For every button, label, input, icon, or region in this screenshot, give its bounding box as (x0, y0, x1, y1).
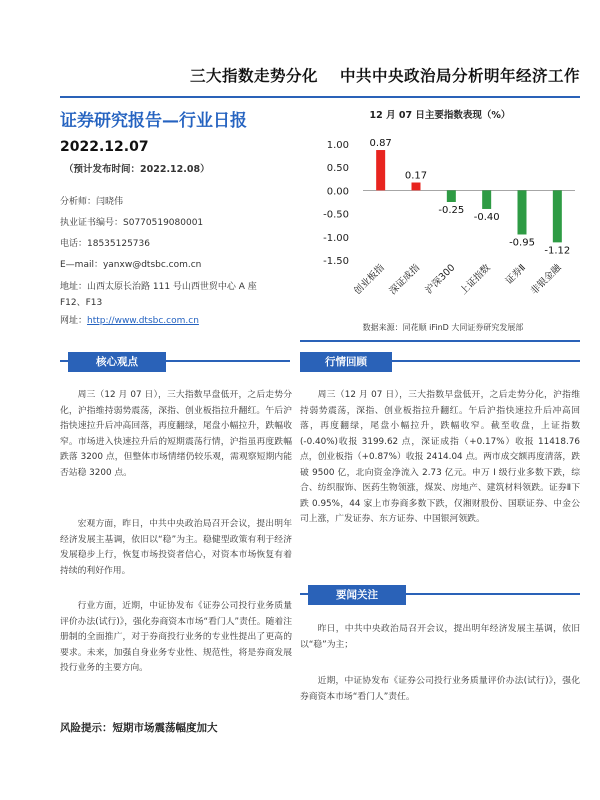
website-label: 网址： (60, 316, 88, 326)
news-header (300, 585, 580, 605)
core-view-paragraph-3: 行业方面，近期，中证协发布《证券公司投行业务质量评价办法(试行)》，强化券商资本市场“看门人”责任。随着注册制的全面推广，对于券商投行业务的专业性提出了更高的要求。未来，加强自身业务专业性、规范性，将是券商发展投行业务的主要方向。 (60, 601, 292, 673)
core-view-paragraph-2: 宏观方面，昨日，中共中央政治局召开会议，提出明年经济发展主基调，依旧以“稳”为主。稳健型政策有利于经济发展稳步上行，恢复市场投资者信心，对资本市场恢复有着持续的利好作用。 (60, 519, 292, 576)
chart-title: 12 月 07 日主要指数表现（%） (369, 110, 511, 121)
y-tick-label: -1.00 (323, 232, 349, 244)
y-tick-label: 0.50 (326, 163, 349, 175)
report-date: 2022.12.07 (60, 139, 149, 155)
website-row (60, 315, 199, 327)
headline-part2: 中共中央政治局分析明年经济工作 (339, 67, 580, 85)
chart-source: 数据来源：同花顺 iFinD 大同证券研究发展部 (362, 323, 524, 332)
news-paragraph-1: 昨日，中共中央政治局召开会议，提出明年经济发展主基调，依旧以“稳”为主； (300, 624, 580, 650)
bar (518, 190, 527, 234)
chart-separator (300, 340, 580, 342)
publish-time: （预计发布时间：2022.12.08） (64, 164, 210, 175)
analyst-address-line1: 地址：山西太原长治路 111 号山西世贸中心 A 座 (60, 282, 257, 292)
analyst-name: 分析师：闫晓伟 (60, 197, 124, 207)
data-label: -1.12 (544, 245, 571, 257)
data-label: -0.95 (509, 237, 535, 249)
analyst-address-line2: F12、F13 (60, 298, 103, 308)
x-tick-label: 证券Ⅱ (503, 262, 529, 287)
market-review-paragraph: 周三（12 月 07 日），三大指数早盘低开，之后走势分化，沪指维持弱势震荡，深指、创业板指拉升翻红。午后沪指快速拉升后冲高回落，再度翻绿，尾盘小幅拉升，跌幅收窄。截至收盘，上证指数(-0.40%)收报 3199.62 点，深证成指（+0.17%）收报 11418.76 点，创业板指（+0.87%）收报 2414.04 点。两市成交额再度清落，跌破 9500 亿，北向资金净流入 2.73 亿元。申万 I 级行业多数下跌，综合、纺织服饰、医药生物领涨，煤炭、房地产、建筑材料领跌。证券Ⅱ下跌 0.95%，44 家上市券商多数下跌，仅湘财股份、国联证券、中金公司上涨，广发证券、东方证券、中国银河领跌。 (300, 390, 580, 524)
data-label: 0.87 (369, 138, 392, 150)
bar (376, 150, 385, 190)
report-title: 证券研究报告—行业日报 (60, 111, 247, 131)
x-tick-label: 非银金融 (528, 262, 564, 298)
bar (482, 190, 491, 209)
news-title: 要闻关注 (308, 585, 406, 605)
core-view-header (60, 352, 290, 372)
analyst-cert: 执业证书编号：S0770519080001 (60, 218, 204, 228)
header-rule (60, 96, 580, 98)
market-review-header (300, 352, 580, 372)
market-review-title: 行情回顾 (300, 352, 392, 372)
x-tick-label: 创业板指 (352, 262, 387, 298)
report-headline (80, 64, 580, 90)
data-label: -0.40 (473, 211, 500, 223)
data-label: -0.25 (438, 205, 465, 216)
x-tick-label: 沪深300 (423, 262, 458, 297)
core-view-paragraph-1: 周三（12 月 07 日），三大指数早盘低开，之后走势分化，沪指维持弱势震荡，深指、创业板指拉升翻红。午后沪指快速拉升后冲高回落，再度翻绿，尾盘小幅拉升，跌幅收窄。市场进入快速拉升后的短期震荡行情，沪指虽再度跌幅跌落 3200 点，但整体市场情绪仍较乐观，需观察短期内能否站稳 3200 点。 (60, 390, 292, 478)
bar (553, 190, 562, 242)
analyst-phone: 电话：18535125736 (60, 239, 150, 249)
x-tick-label: 上证指数 (458, 262, 493, 298)
y-tick-label: 0.00 (326, 186, 349, 198)
core-view-title: 核心观点 (68, 352, 166, 372)
bar (412, 183, 421, 191)
y-tick-label: 1.00 (326, 140, 349, 151)
website-link[interactable]: http://www.dtsbc.com.cn (87, 316, 199, 326)
risk-warning: 风险提示：短期市场震荡幅度加大 (60, 722, 218, 734)
index-performance-chart (305, 122, 580, 322)
analyst-email: E—mail：yanxw@dtsbc.com.cn (60, 260, 202, 270)
bar (447, 190, 456, 202)
x-tick-label: 深证成指 (387, 262, 423, 298)
y-tick-label: -0.50 (323, 209, 349, 221)
data-label: 0.17 (404, 170, 428, 182)
headline-part1: 三大指数走势分化 (189, 67, 318, 85)
y-tick-label: -1.50 (323, 256, 349, 267)
news-paragraph-2: 近期，中证协发布《证券公司投行业务质量评价办法(试行)》，强化券商资本市场“看门人”责任。 (300, 676, 580, 702)
